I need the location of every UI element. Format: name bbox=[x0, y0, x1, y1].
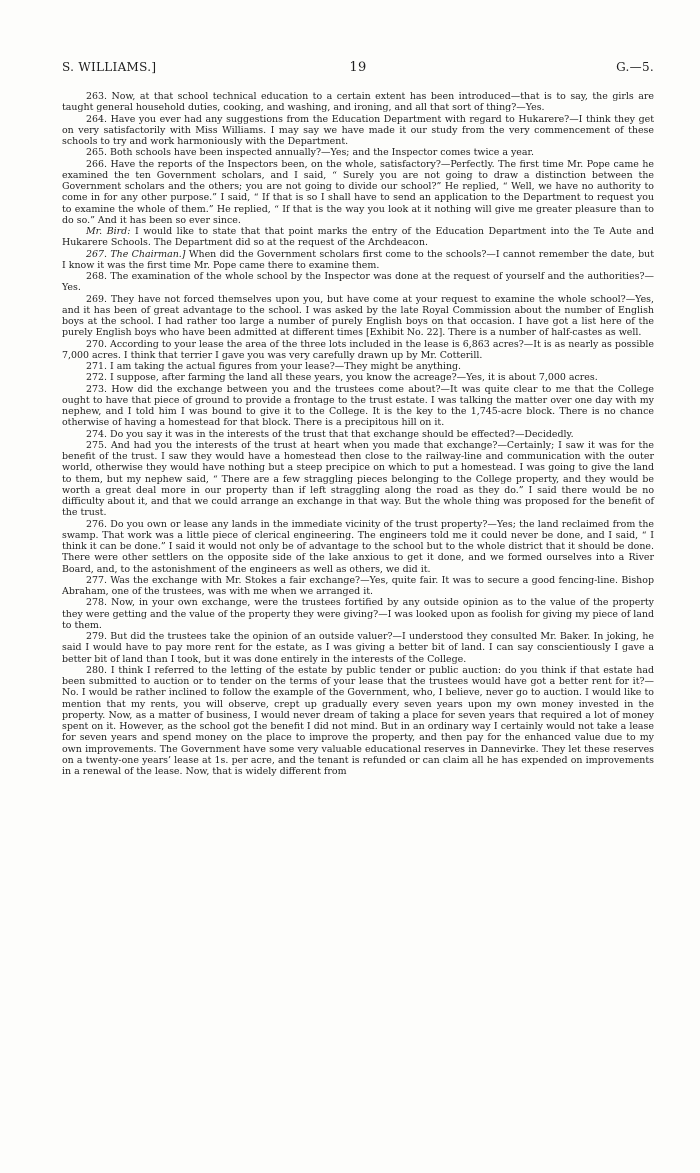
paragraph-text: 274. Do you say it was in the interests of the trust that that exchange should be effected?—Decidedly. bbox=[86, 428, 574, 440]
paragraph-text: 270. According to your lease the area of the three lots included in the lease is 6,863 acres?—It is as nearly as possible 7,000 acres. I think that terrier I gave you was very carefully drawn up by Mr. Cotterill. bbox=[62, 338, 654, 361]
paragraph bbox=[62, 665, 654, 778]
paragraph-text: 268. The examination of the whole school by the Inspector was done at the request of yourself and the authorities?—Yes. bbox=[62, 271, 654, 294]
paragraph-text: When did the Government scholars first come to the schools?—I cannot remember the date, but I know it was the first time Mr. Pope came there to examine them. bbox=[62, 248, 654, 271]
paragraph-text: I would like to state that that point marks the entry of the Education Department into the Te Aute and Hukarere Schools. The Department did so at the request of the Archdeacon. bbox=[62, 226, 655, 249]
paragraph bbox=[62, 519, 654, 575]
paragraph bbox=[62, 575, 654, 598]
speaker-name: Mr. Bird: bbox=[86, 226, 131, 237]
document-body bbox=[62, 91, 654, 777]
paragraph-text: 272. I suppose, after farming the land all these years, you know the acreage?—Yes, it is about 7,000 acres. bbox=[86, 372, 598, 384]
paragraph-text: 278. Now, in your own exchange, were the trustees fortified by any outside opinion as to the value of the property they were getting and the value of the property they were giving?—I was looked upon as foolish for giving my piece of land to them. bbox=[62, 597, 654, 631]
paragraph bbox=[62, 249, 654, 272]
paragraph-text: 273. How did the exchange between you and the trustees come about?—It was quite clear to me that the College ought to have that piece of ground to provide a frontage to the trust estate. I was talking the matter over one day with my nephew, and I told him I was bound to give it to the College. It is the key to the 1,745-acre block. There is no chance otherwise of having a homestead for that block. There is a precipitous hill on it. bbox=[62, 383, 654, 429]
page bbox=[62, 60, 654, 777]
paragraph bbox=[62, 384, 654, 429]
paragraph-text: 264. Have you ever had any suggestions from the Education Department with regard to Hukarere?—I think they get on very satisfactorily with Miss Williams. I may say we have made it our study from the very commencement of these schools to try and work harmoniously with the Department. bbox=[62, 113, 654, 147]
paragraph-text: 269. They have not forced themselves upon you, but have come at your request to examine the whole school?—Yes, and it has been of great advantage to the school. I was asked by the late Royal Commission about the number of English boys at the school. I had rather too large a number of purely English boys on that occasion. I have got a list here of the purely English boys who have been admitted at different times [Exhibit No. 22]. There is a number of half-castes as well. bbox=[62, 293, 654, 339]
paragraph-text: 263. Now, at that school technical education to a certain extent has been introduced—that is to say, the girls are taught general household duties, cooking, and washing, and ironing, and all that sort of thing?—Yes. bbox=[62, 91, 654, 114]
paragraph-text: 277. Was the exchange with Mr. Stokes a fair exchange?—Yes, quite fair. It was to secure a good fencing-line. Bishop Abraham, one of the trustees, was with me when we arranged it. bbox=[62, 574, 654, 597]
paragraph-text: 271. I am taking the actual figures from your lease?—They might be anything. bbox=[86, 361, 462, 372]
paragraph bbox=[62, 271, 654, 294]
paragraph bbox=[62, 339, 654, 362]
page-number: 19 bbox=[349, 60, 367, 75]
paragraph bbox=[62, 147, 654, 158]
running-header bbox=[62, 60, 654, 75]
paragraph bbox=[62, 440, 654, 519]
paragraph bbox=[62, 372, 654, 383]
header-witness-name: S. WILLIAMS.] bbox=[62, 60, 157, 74]
paragraph bbox=[62, 226, 654, 249]
speaker-name: 267. The Chairman.] bbox=[86, 248, 186, 260]
paragraph bbox=[62, 597, 654, 631]
paragraph-text: 280. I think I referred to the letting of the estate by public tender or public auction: do you think if that estate had been submitted to auction or to tender on the terms of your lease that the trustees would have got a better rent for it?—No. I would be rather inclined to follow the example of the Government, who, I believe, never go to auction. I would like to mention that my rents, you will observe, crept up gradually every seven years upon my own money invested in the property. Now, as a matter of business, I would never dream of taking a place for seven years that required a lot of money spent on it. However, as the school got the benefit I did not mind. But in an ordinary way I certainly would not take a lease for seven years and spend money on the place to improve the property, and then pay for the enhanced value due to my own improvements. The Government have some very valuable educational reserves in Dannevirke. They let these reserves on a twenty-one years’ lease at 1s. per acre, and the tenant is refunded or can claim all he has expended on improvements in a renewal of the lease. Now, that is widely different from bbox=[62, 664, 654, 777]
paragraph-text: 265. Both schools have been inspected annually?—Yes; and the Inspector comes twice a year. bbox=[86, 147, 534, 159]
document-code: G.—5. bbox=[616, 60, 654, 74]
paragraph bbox=[62, 294, 654, 339]
paragraph-text: 266. Have the reports of the Inspectors been, on the whole, satisfactory?—Perfectly. The first time Mr. Pope came he examined the ten Government scholars, and I said, “ Surely you are not going to draw a distinction between the Government scholars and the others; you are not going to divide our school?” He replied, “ Well, we have no authority to come in for any other purpose.” I said, “ If that is so I shall have to send an application to the Department to request you to examine the whole of them.” He replied, “ If that is the way you look at it nothing will give me greater pleasure than to do so.” And it has been so ever since. bbox=[62, 158, 654, 226]
paragraph bbox=[62, 114, 654, 148]
paragraph-text: 275. And had you the interests of the trust at heart when you made that exchange?—Certainly; I saw it was for the benefit of the trust. I saw they would have a homestead then close to the railway-line and communication with the outer world, otherwise they would have nothing but a steep precipice on which to put a homestead. I was going to give the land to them, but my nephew said, “ There are a few straggling pieces belonging to the College property, and they would be worth a great deal more in our property than if left straggling along the road as they do.” I said there would be no difficulty about it, and that we could arrange an exchange in that way. But the whole thing was proposed for the benefit of the trust. bbox=[62, 439, 654, 519]
paragraph bbox=[62, 361, 654, 372]
paragraph bbox=[62, 91, 654, 114]
paragraph bbox=[62, 429, 654, 440]
paragraph-text: 279. But did the trustees take the opinion of an outside valuer?—I understood they consulted Mr. Baker. In joking, he said I would have to pay more rent for the estate, as I was giving a better bit of land. I can say conscientiously I gave a better bit of land than I took, but it was done entirely in the interests of the College. bbox=[62, 631, 654, 665]
paragraph bbox=[62, 631, 654, 665]
paragraph-text: 276. Do you own or lease any lands in the immediate vicinity of the trust property?—Yes; the land reclaimed from the swamp. That work was a little piece of clerical engineering. The engineers told me it could never be done, and I said, “ I think it can be done.” I said it would not only be of advantage to the school but to the whole district that it should be done. There were other settlers on the opposite side of the lake anxious to get it done, and we formed ourselves into a River Board, and, to the astonishment of the engineers as well as others, we did it. bbox=[62, 518, 654, 575]
paragraph bbox=[62, 159, 654, 227]
